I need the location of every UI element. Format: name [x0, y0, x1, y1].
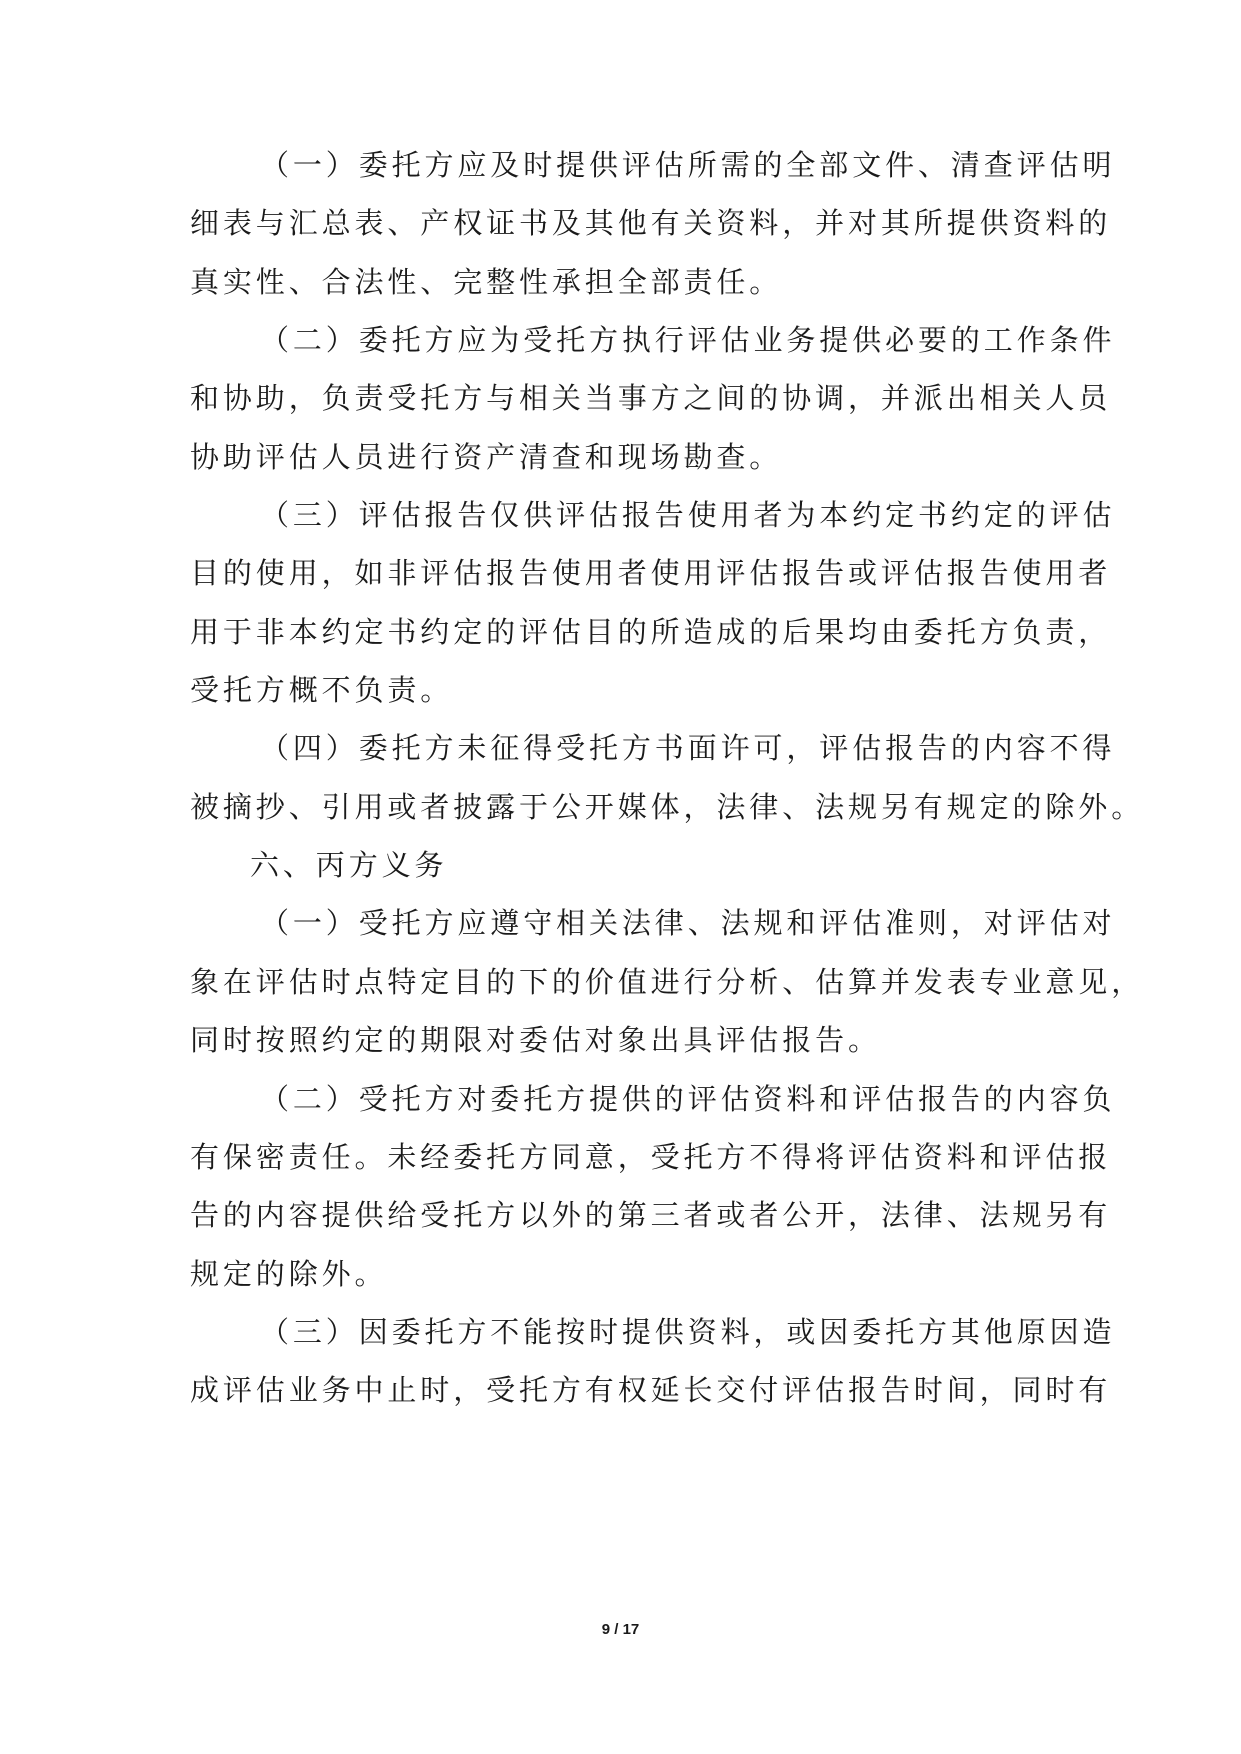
- paragraph-line: 成评估业务中止时，受托方有权延长交付评估报告时间，同时有: [190, 1373, 1112, 1407]
- page-number: 9 / 17: [601, 1621, 640, 1638]
- paragraph-line: 象在评估时点特定目的下的价值进行分析、估算并发表专业意见，: [190, 965, 1145, 999]
- paragraph-line: 有保密责任。未经委托方同意，受托方不得将评估资料和评估报: [190, 1140, 1112, 1174]
- paragraph-line: 用于非本约定书约定的评估目的所造成的后果均由委托方负责，: [190, 615, 1112, 649]
- paragraph-line: （三）因委托方不能按时提供资料，或因委托方其他原因造: [260, 1315, 1116, 1349]
- section-heading: 六、丙方义务: [250, 848, 448, 882]
- paragraph-line: 受托方概不负责。: [190, 673, 454, 707]
- paragraph-line: 被摘抄、引用或者披露于公开媒体，法律、法规另有规定的除外。: [190, 790, 1145, 824]
- paragraph-line: 和协助，负责受托方与相关当事方之间的协调，并派出相关人员: [190, 381, 1112, 415]
- paragraph-line: 协助评估人员进行资产清查和现场勘查。: [190, 440, 783, 474]
- paragraph-line: 真实性、合法性、完整性承担全部责任。: [190, 265, 783, 299]
- paragraph-line: 同时按照约定的期限对委估对象出具评估报告。: [190, 1023, 881, 1057]
- paragraph-line: （三）评估报告仅供评估报告使用者为本约定书约定的评估: [260, 498, 1116, 532]
- paragraph-line: 告的内容提供给受托方以外的第三者或者公开，法律、法规另有: [190, 1198, 1112, 1232]
- paragraph-line: （二）委托方应为受托方执行评估业务提供必要的工作条件: [260, 323, 1116, 357]
- paragraph-line: （四）委托方未征得受托方书面许可，评估报告的内容不得: [260, 731, 1116, 765]
- paragraph-line: （一）委托方应及时提供评估所需的全部文件、清查评估明: [260, 148, 1116, 182]
- paragraph-line: （一）受托方应遵守相关法律、法规和评估准则，对评估对: [260, 906, 1116, 940]
- paragraph-line: 细表与汇总表、产权证书及其他有关资料，并对其所提供资料的: [190, 206, 1112, 240]
- paragraph-line: 目的使用，如非评估报告使用者使用评估报告或评估报告使用者: [190, 556, 1112, 590]
- paragraph-line: 规定的除外。: [190, 1257, 388, 1291]
- paragraph-line: （二）受托方对委托方提供的评估资料和评估报告的内容负: [260, 1082, 1116, 1116]
